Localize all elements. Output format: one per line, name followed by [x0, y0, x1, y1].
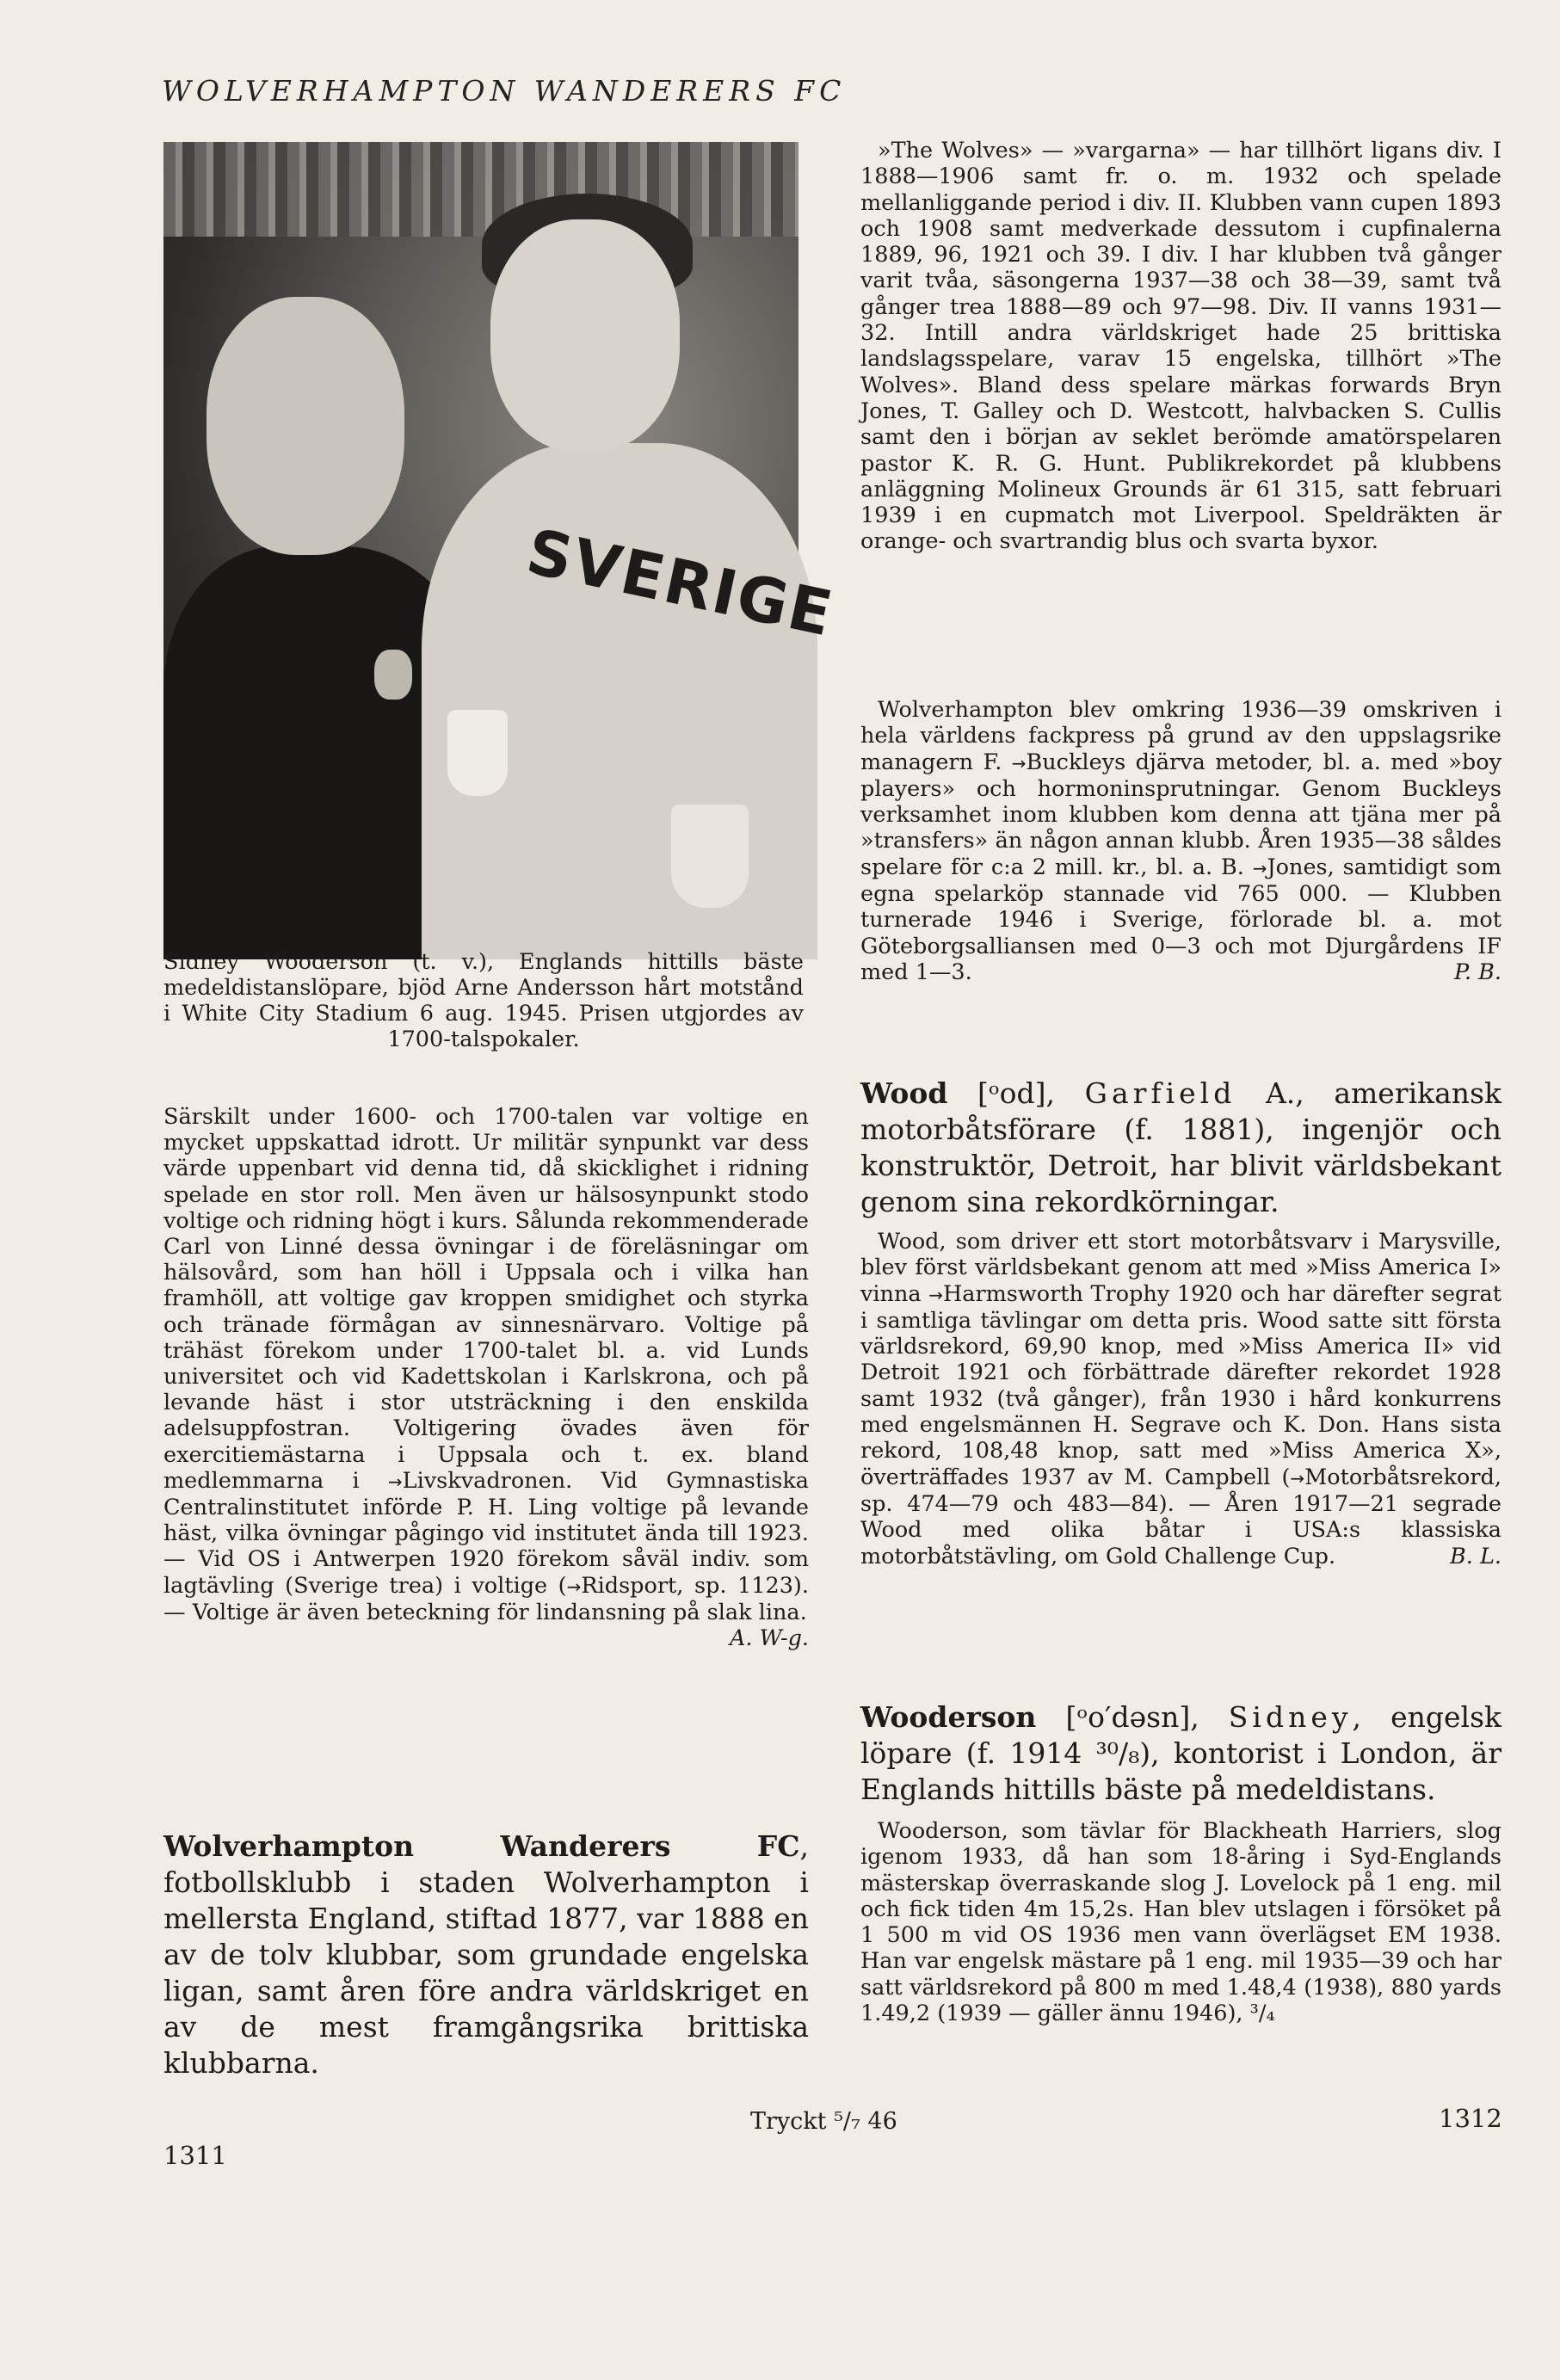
wolverhampton-text-c: , samtidigt som egna spelarköp stannade vid 765 000. — Klubben turnerade 1946 i Sverige, förlorade bl. a. mot Göteborgsalliansen med 0—3 och mot Djurgårdens IF med 1—3. — [860, 854, 1502, 985]
photo-jersey-text: SVERIGE — [521, 515, 841, 650]
wolverhampton-paragraph-1: »The Wolves» — »vargarna» — har tillhört ligans div. I 1888—1906 samt fr. o. m. 1932 och spelade mellanliggande period i div. II. Klubben vann cupen 1893 och 1908 samt medverkade dessutom i cupfinalerna 1889, 96, 1921 och 39. I div. I har klubben två gånger varit tvåa, säsongerna 1937—38 och 38—39, samt två gånger trea 1888—89 och 97—98. Div. II vanns 1931—32. Intill andra världskriget hade 25 brittiska landslagsspelare, varav 15 engelska, tillhört »The Wolves». Bland dess spelare märkas forwards Bryn Jones, T. Galley och D. Westcott, halvbacken S. Cullis samt den i början av seklet berömde amatörspelaren pastor K. R. G. Hunt. Publikrekordet på klubbens anläggning Molineux Grounds är 61 315, satt februari 1939 i en cupmatch mot Liverpool. Speldräkten är orange- och svartrandig blus och svarta byxor. — [860, 138, 1501, 555]
wooderson-paragraph: Wooderson, som tävlar för Blackheath Harriers, slog igenom 1933, då han som 18-åring i Syd-Englands mästerskap överraskande slog J. Lovelock på 1 eng. mil och fick tiden 4m 15,2s. Han blev utslagen i försöket på 1 500 m vid OS 1936 men vann överlägset EM 1938. Han var engelsk mästare på 1 eng. mil 1935—39 och har satt världsrekord på 800 m med 1.48,4 (1938), 880 yards 1.49,2 (1939 — gäller ännu 1946), ³/₄ — [860, 1818, 1501, 2027]
cross-reference-buckley[interactable]: Buckleys — [1026, 749, 1126, 775]
entry-wolverhampton — [163, 1828, 809, 2081]
wood-text-c: , sp. 474—79 och 483—84). — Åren 1917—21 segrade Wood med olika båtar i USA:s klassiska motorbåtstävling, om Gold Challenge Cup. — [860, 1464, 1501, 1569]
wooderson-pronunciation: [ᵒo′dəsn] — [1065, 1700, 1191, 1734]
running-head: WOLVERHAMPTON WANDERERS FC — [162, 74, 847, 108]
cross-reference-arrow-icon: → — [928, 1284, 943, 1305]
wolverhampton-signature: P. B. — [1453, 959, 1501, 985]
cross-reference-jones[interactable]: Jones — [1267, 854, 1328, 880]
wood-text-a: Wood, som driver ett stort motorbåtsvarv i Marysville, blev först världsbekant genom att med »Miss America I» vinna — [860, 1229, 1501, 1307]
photo-stadium-stand — [163, 142, 798, 237]
cross-reference-harmsworth[interactable]: Harmsworth Trophy — [943, 1280, 1170, 1307]
voltige-text-c: , sp. 1123). — Voltige är även beteckning för lindansning på slak lina. — [163, 1572, 809, 1625]
photo-trophy-left — [447, 710, 508, 796]
photo-badge — [374, 650, 412, 700]
wooderson-given-name: Sidney — [1228, 1700, 1353, 1734]
wooderson-intro: , engelsk löpare (f. 1914 ³⁰/₈), kontorist i London, är Englands hittills bäste på medeldistans. — [860, 1700, 1501, 1806]
wolverhampton-intro: , fotbollsklubb i staden Wolverhampton i mellersta England, stiftad 1877, var 1888 en av de tolv klubbar, som grundade engelska ligan, samt åren före andra världskriget en av de mest framgångsrika brittiska klubbarna. — [163, 1829, 809, 2080]
photo-wooderson-andersson — [163, 142, 841, 946]
wolverhampton-paragraph-2 — [860, 697, 1501, 985]
cross-reference-arrow-icon: → — [1290, 1467, 1305, 1489]
cross-reference-arrow-icon: → — [387, 1471, 403, 1492]
voltige-signature: A. W-g. — [729, 1625, 809, 1652]
entry-wood: Wood [ᵒod], Garfield A., amerikansk motorbåtsförare (f. 1881), ingenjör och konstruktör, Detroit, har blivit världsbekant genom sina rekordkörningar. — [860, 1076, 1501, 1218]
entry-wooderson: Wooderson [ᵒo′dəsn], Sidney, engelsk löpare (f. 1914 ³⁰/₈), kontorist i London, är Englands hittills bäste på medeldistans. — [860, 1700, 1501, 1806]
photo-trophy-right — [671, 805, 749, 908]
print-date: Tryckt ⁵/₇ 46 — [750, 2108, 897, 2135]
photo-left-man-head — [207, 297, 404, 555]
cross-reference-motorbatsrekord[interactable]: Motorbåtsrekord — [1304, 1464, 1495, 1490]
cross-reference-livskvadronen[interactable]: Livskvadronen — [402, 1467, 566, 1494]
headword-wooderson: Wooderson — [860, 1700, 1037, 1734]
photo-caption: Sidney Wooderson (t. v.), Englands hittills bäste medeldistanslöpare, bjöd Arne Andersson hårt motstånd i White City Stadium 6 aug. 1945. Prisen utgjordes av 1700-talspokaler. — [163, 949, 804, 1052]
voltige-text-a: Särskilt under 1600- och 1700-talen var voltige en mycket uppskattad idrott. Ur militär synpunkt var dess värde uppenbart vid denna tid, då skicklighet i ridning spelade en stor roll. Men även ur hälsosynpunkt stodo voltige och ridning högt i kurs. Sålunda rekommenderade Carl von Linné dessa övningar i de föreläsningar om hälsovård, som han höll i Uppsala och i vilka han framhöll, att voltige gav kroppen smidighet och styrka och tränade förmågan av sinnesnärvaro. Voltige på trähäst förekom under 1700-talet bl. a. vid Lunds universitet och vid Kadettskolan i Karlskrona, och på levande häst i stor utsträckning i den enskilda adelsuppfostran. Voltigering övades även för exercitiemästarna i Uppsala och t. ex. bland medlemmarna i — [163, 1104, 809, 1494]
wood-signature: B. L. — [1450, 1543, 1501, 1569]
cross-reference-ridsport[interactable]: Ridsport — [581, 1572, 677, 1599]
wood-intro: A., amerikansk motorbåtsförare (f. 1881), ingenjör och konstruktör, Detroit, har blivit världsbekant genom sina rekordkörningar. — [860, 1076, 1501, 1218]
cross-reference-arrow-icon: → — [1011, 752, 1027, 774]
wood-given-name: Garfield — [1084, 1076, 1236, 1110]
photo-right-man-head — [490, 219, 680, 452]
headword-wood: Wood — [860, 1076, 948, 1110]
wood-paragraph — [860, 1229, 1501, 1569]
cross-reference-arrow-icon: → — [566, 1575, 582, 1597]
wolverhampton-text-a: Wolverhampton blev omkring 1936—39 omskriven i hela världens fackpress på grund av den uppslagsrike managern F. — [860, 697, 1501, 775]
page-number-right: 1312 — [1439, 2104, 1502, 2133]
wolverhampton-text-b: djärva metoder, bl. a. med »boy players» och hormoninsprutningar. Genom Buckleys verksamhet inom klubben kom denna att tjäna mer på »transfers» än någon annan klubb. Åren 1935—38 såldes spelare för c:a 2 mill. kr., bl. a. B. — [860, 749, 1501, 880]
photo-right-man-sweater — [422, 443, 817, 959]
voltige-continuation — [163, 1104, 809, 1651]
voltige-text-b: . Vid Gymnastiska Centralinstitutet införde P. H. Ling voltige på levande häst, vilka övningar pågingo vid institutet ända till 1923. — Vid OS i Antwerpen 1920 förekom såväl indiv. som lagtävling (Sverige trea) i voltige ( — [163, 1467, 810, 1599]
page-number-left: 1311 — [163, 2141, 227, 2170]
wood-pronunciation: [ᵒod] — [977, 1076, 1046, 1110]
headword-wolverhampton: Wolverhampton Wanderers FC — [163, 1829, 800, 1863]
wood-text-b: 1920 och har därefter segrat i samtliga tävlingar om detta pris. Wood satte sitt första världsrekord, 69,90 knop, med »Miss America II» vid Detroit 1921 och förbättrade därefter rekordet 1928 samt 1932 (två gånger), från 1930 i hård konkurrens med engelsmännen H. Segrave och K. Don. Hans sista rekord, 108,48 knop, satt med »Miss America X», överträffades 1937 av M. Campbell ( — [860, 1280, 1502, 1490]
cross-reference-arrow-icon: → — [1252, 857, 1267, 879]
